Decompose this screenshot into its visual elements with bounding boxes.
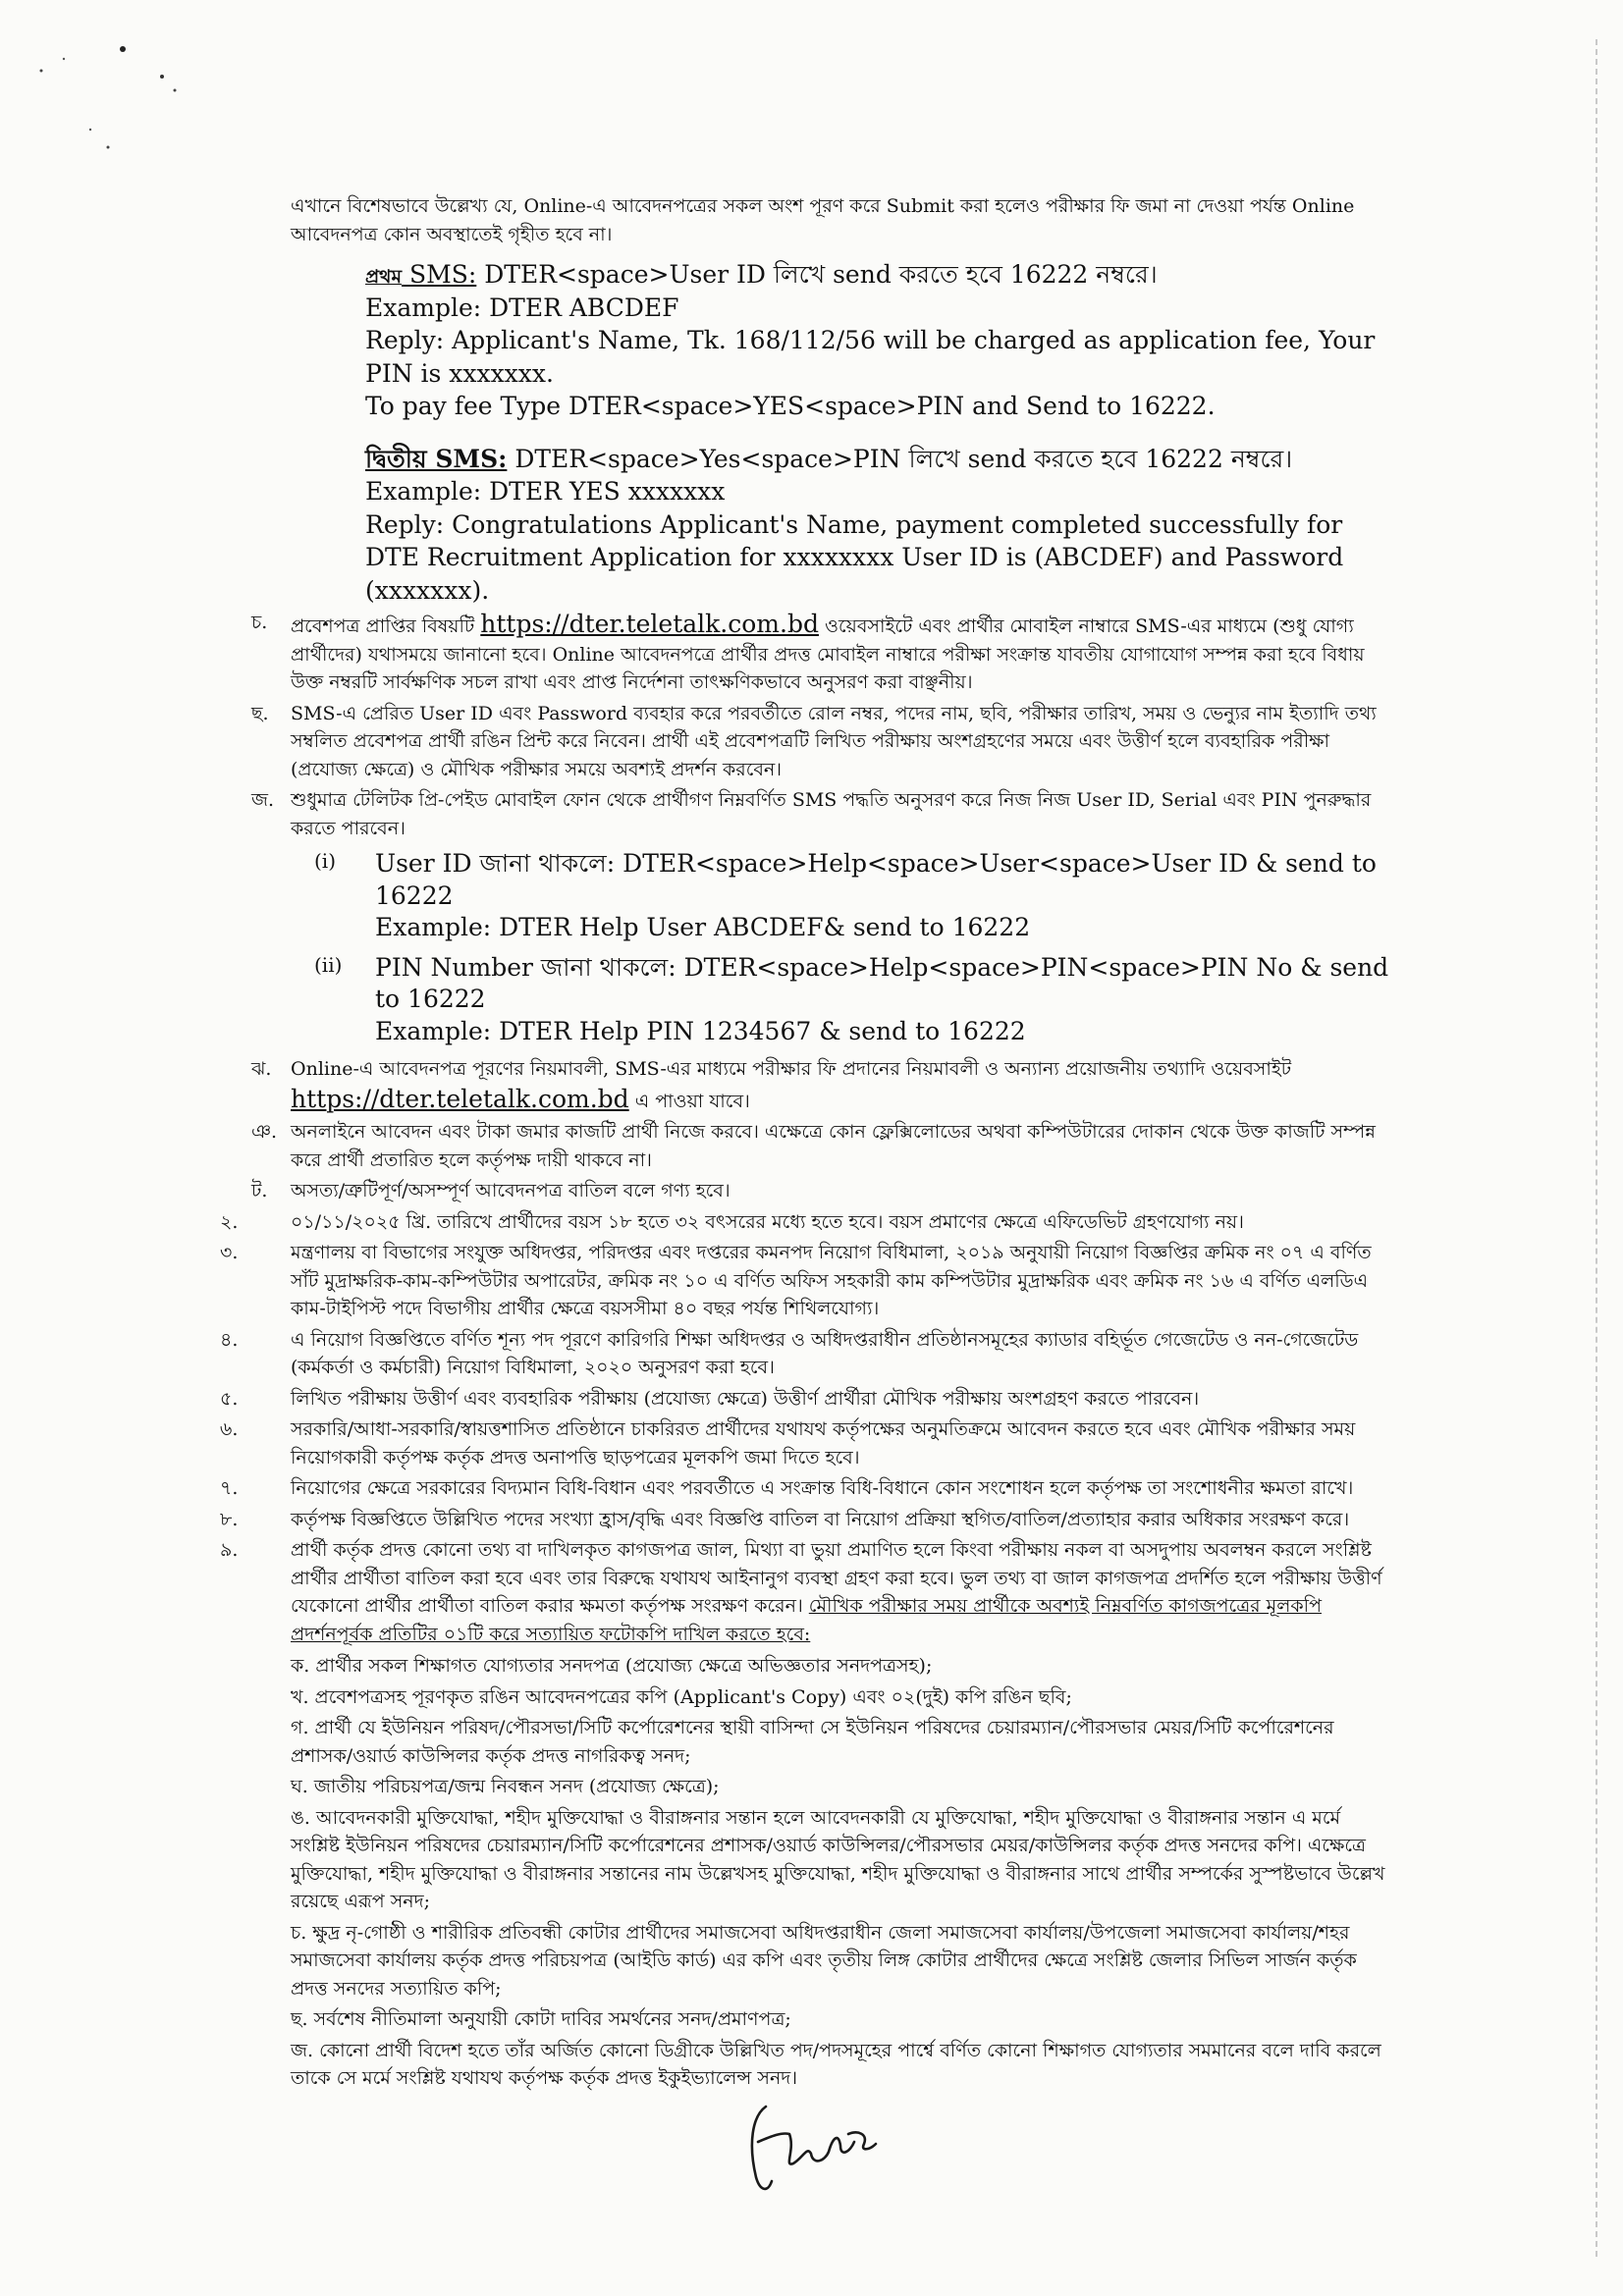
item-text: এ নিয়োগ বিজ্ঞপ্তিতে বর্ণিত শূন্য পদ পূরণে কারিগরি শিক্ষা অধিদপ্তর ও অধিদপ্তরাধীন প্রতিষ্ঠানসমূহের ক্যাডার বহির্ভূত গেজেটেড ও নন-গেজেটেড (কর্মকর্তা ও কর্মচারী) নিয়োগ বিধিমালা, ২০২০ অনুসরণ করা হবে। bbox=[291, 1328, 1359, 1378]
item-text: Online-এ আবেদনপত্র পূরণের নিয়মাবলী, SMS-এর মাধ্যমে পরীক্ষার ফি প্রদানের নিয়মাবলী ও অন্যান্য প্রয়োজনীয় তথ্যাদি ওয়েবসাইট bbox=[291, 1058, 1292, 1080]
numbered-item-9 bbox=[220, 1536, 1390, 1648]
document-item: চ. ক্ষুদ্র নৃ-গোষ্ঠী ও শারীরিক প্রতিবন্ধী কোটার প্রার্থীদের সমাজসেবা অধিদপ্তরাধীন জেলা সমাজসেবা কার্যালয়/উপজেলা সমাজসেবা কার্যালয়/শহর সমাজসেবা কার্যালয় কর্তৃক প্রদত্ত পরিচয়পত্র (আইডি কার্ড) এর কপি এবং তৃতীয় লিঙ্গ কোটার প্রার্থীদের ক্ষেত্রে সংশ্লিষ্ট জেলার সিভিল সার্জন কর্তৃক প্রদত্ত সনদের সত্যায়িত কপি; bbox=[291, 1921, 1357, 2000]
item-text: ০১/১১/২০২৫ খ্রি. তারিখে প্রার্থীদের বয়স ১৮ হতে ৩২ বৎসরের মধ্যে হতে হবে। বয়স প্রমাণের ক্ষেত্রে এফিডেভিট গ্রহণযোগ্য নয়। bbox=[291, 1210, 1244, 1233]
sms-second-label: দ্বিতীয় SMS: bbox=[365, 444, 508, 473]
sms-first-label-suffix: SMS: bbox=[402, 260, 477, 289]
recovery-user-id bbox=[314, 848, 1390, 944]
sms-first-reply: Reply: Applicant's Name, Tk. 168/112/56 will be charged as application fee, Your PIN is xxxxxxx. bbox=[365, 326, 1376, 388]
item-text: প্রার্থী কর্তৃক প্রদত্ত কোনো তথ্য বা দাখিলকৃত কাগজপত্র জাল, মিথ্যা বা ভুয়া প্রমাণিত হলে কিংবা পরীক্ষায় নকল বা অসদুপায় অবলম্বন করলে সংশ্লিষ্ট প্রার্থীর প্রার্থীতা বাতিল করা হবে এবং তার বিরুদ্ধে যথাযথ আইনানুগ ব্যবস্থা গ্রহণ করা হবে। ভুল তথ্য বা জাল কাগজপত্র প্রদর্শিত হলে পরীক্ষায় উত্তীর্ণ যেকোনো প্রার্থীর প্রার্থীতা বাতিল করার ক্ষমতা কর্তৃপক্ষ সংরক্ষণ করেন। bbox=[291, 1539, 1382, 1617]
notice-body bbox=[220, 192, 1390, 2096]
intro-paragraph: এখানে বিশেষভাবে উল্লেখ্য যে, Online-এ আবেদনপত্রের সকল অংশ পূরণ করে Submit করা হলেও পরীক্ষার ফি জমা না দেওয়া পর্যন্ত Online আবেদনপত্র কোন অবস্থাতেই গৃহীত হবে না। bbox=[291, 195, 1355, 245]
scan-edge-line bbox=[1596, 39, 1597, 2257]
number-marker: ৭. bbox=[220, 1477, 239, 1499]
list-marker: চ. bbox=[251, 612, 268, 633]
sub-example: Example: DTER Help User ABCDEF& send to 16222 bbox=[375, 913, 1031, 941]
document-item: জ. কোনো প্রার্থী বিদেশ হতে তাঁর অর্জিত কোনো ডিগ্রীকে উল্লিখিত পদ/পদসমূহের পার্শ্বে বর্ণিত কোনো শিক্ষাগত যোগ্যতার সমমানের বলে দাবি করলে তাকে সে মর্মে সংশ্লিষ্ট যথাযথ কর্তৃপক্ষ কর্তৃক প্রদত্ত ইকুইভ্যালেন্স সনদ। bbox=[291, 2039, 1381, 2089]
sub-example: Example: DTER Help PIN 1234567 & send to 16222 bbox=[375, 1016, 1026, 1045]
required-documents-list bbox=[291, 1652, 1390, 2093]
numbered-item-5 bbox=[220, 1385, 1390, 1414]
list-marker: ঞ. bbox=[251, 1121, 278, 1143]
sms-first-topay: To pay fee Type DTER<space>YES<space>PIN and Send to 16222. bbox=[365, 392, 1216, 420]
item-text: কর্তৃপক্ষ বিজ্ঞপ্তিতে উল্লিখিত পদের সংখ্যা হ্রাস/বৃদ্ধি এবং বিজ্ঞপ্তি বাতিল বা নিয়োগ প্রক্রিয়া স্থগিত/বাতিল/প্রত্যাহার করার অধিকার সংরক্ষণ করে। bbox=[291, 1508, 1350, 1530]
numbered-item-4 bbox=[220, 1326, 1390, 1382]
sms-first-instruction: DTER<space>User ID লিখে send করতে হবে 16222 নম্বরে। bbox=[476, 260, 1158, 289]
item-text: অসত্য/ত্রুটিপূর্ণ/অসম্পূর্ণ আবেদনপত্র বাতিল বলে গণ্য হবে। bbox=[291, 1180, 730, 1201]
item-text: নিয়োগের ক্ষেত্রে সরকারের বিদ্যমান বিধি-বিধান এবং পরবর্তীতে এ সংক্রান্ত বিধি-বিধানে কোন সংশোধন হলে কর্তৃপক্ষ তা সংশোধনীর ক্ষমতা রাখে। bbox=[291, 1477, 1354, 1499]
item-text: ওয়েবসাইটে এবং প্রার্থীর মোবাইল নাম্বারে SMS-এর মাধ্যমে (শুধু যোগ্য প্রার্থীদের) যথাসময়ে জানানো হবে। Online আবেদনপত্রে প্রার্থীর প্রদত্ত মোবাইল নাম্বারে পরীক্ষা সংক্রান্ত যাবতীয় যোগাযোগ সম্পন্ন করা হবে বিধায় উক্ত নম্বরটি সার্বক্ষণিক সচল রাখা এবং প্রাপ্ত নির্দেশনা তাৎক্ষণিকভাবে অনুসরণ করা বাঞ্ছনীয়। bbox=[291, 615, 1365, 693]
number-marker: ২. bbox=[220, 1210, 239, 1233]
numbered-item-3 bbox=[220, 1239, 1390, 1323]
sms-second-block bbox=[365, 443, 1390, 608]
sub-line: User ID জানা থাকলে: DTER<space>Help<space>User<space>User ID & send to 16222 bbox=[375, 849, 1377, 910]
sms-first-block bbox=[365, 258, 1390, 423]
sub-line: PIN Number জানা থাকলে: DTER<space>Help<space>PIN<space>PIN No & send to 16222 bbox=[375, 952, 1389, 1013]
sms-second-reply: Reply: Congratulations Applicant's Name, payment completed successfully for DTE Recruitment Application for xxxxxxxx User ID is (ABCDEF) and Password (xxxxxxx). bbox=[365, 509, 1344, 605]
sms-first-line bbox=[365, 258, 1390, 292]
website-link[interactable]: https://dter.teletalk.com.bd bbox=[291, 1084, 629, 1113]
document-item: ছ. সর্বশেষ নীতিমালা অনুযায়ী কোটা দাবির সমর্থনের সনদ/প্রমাণপত্র; bbox=[291, 2008, 791, 2030]
sms-second-example: Example: DTER YES xxxxxxx bbox=[365, 477, 726, 506]
list-marker: ট. bbox=[251, 1180, 268, 1201]
item-text: প্রবেশপত্র প্রাপ্তির বিষয়টি bbox=[291, 615, 481, 637]
item-text-underlined: মৌখিক পরীক্ষার সময় প্রার্থীকে অবশ্যই নিম্নবর্ণিত কাগজপত্রের মূলকপি প্রদর্শনপূর্বক প্রতিটির ০১টি করে সত্যায়িত ফটোকপি দাখিল করতে হবে: bbox=[291, 1595, 1322, 1645]
list-item-jha bbox=[251, 1055, 1390, 1115]
list-item-ja bbox=[251, 786, 1390, 1047]
website-link[interactable]: https://dter.teletalk.com.bd bbox=[480, 610, 819, 638]
numbered-item-8 bbox=[220, 1506, 1390, 1534]
sub-marker: (ii) bbox=[314, 952, 343, 977]
number-marker: ৪. bbox=[220, 1328, 239, 1351]
number-marker: ৬. bbox=[220, 1418, 239, 1440]
sub-marker: (i) bbox=[314, 849, 337, 873]
number-marker: ৩. bbox=[220, 1242, 239, 1263]
item-text: মন্ত্রণালয় বা বিভাগের সংযুক্ত অধিদপ্তর, পরিদপ্তর এবং দপ্তরের কমনপদ নিয়োগ বিধিমালা, ২০১৯ অনুযায়ী নিয়োগ বিজ্ঞপ্তির ক্রমিক নং ০৭ এ বর্ণিত সাঁট মুদ্রাক্ষরিক-কাম-কম্পিউটার অপারেটর, ক্রমিক নং ১০ এ বর্ণিত অফিস সহকারী কাম কম্পিউটার মুদ্রাক্ষরিক এবং ক্রমিক নং ১৬ এ বর্ণিত এলডিএ কাম-টাইপিস্ট পদে বিভাগীয় প্রার্থীর ক্ষেত্রে বয়সসীমা ৪০ বছর পর্যন্ত শিথিলযোগ্য। bbox=[291, 1242, 1372, 1319]
document-item: খ. প্রবেশপত্রসহ পূরণকৃত রঙিন আবেদনপত্রের কপি (Applicant's Copy) এবং ০২(দুই) কপি রঙিন ছবি; bbox=[291, 1685, 1072, 1708]
document-item: ক. প্রার্থীর সকল শিক্ষাগত যোগ্যতার সনদপত্র (প্রযোজ্য ক্ষেত্রে অভিজ্ঞতার সনদপত্রসহ); bbox=[291, 1655, 933, 1677]
item-text: শুধুমাত্র টেলিটক প্রি-পেইড মোবাইল ফোন থেকে প্রার্থীগণ নিম্নবর্ণিত SMS পদ্ধতি অনুসরণ করে নিজ নিজ User ID, Serial এবং PIN পুনরুদ্ধার করতে পারবেন। bbox=[291, 789, 1372, 839]
recovery-pin bbox=[314, 952, 1390, 1048]
scan-specks bbox=[0, 0, 196, 167]
list-marker: ছ. bbox=[251, 702, 269, 724]
list-item-chha bbox=[251, 700, 1390, 784]
list-item-cha bbox=[251, 609, 1390, 697]
sms-first-example: Example: DTER ABCDEF bbox=[365, 293, 679, 322]
numbered-item-7 bbox=[220, 1474, 1390, 1503]
list-item-ta bbox=[251, 1177, 1390, 1205]
sms-second-instruction: DTER<space>Yes<space>PIN লিখে send করতে হবে 16222 নম্বরে। bbox=[507, 444, 1293, 473]
number-marker: ৫. bbox=[220, 1387, 239, 1410]
item-text: এ পাওয়া যাবে। bbox=[628, 1090, 750, 1112]
document-item: গ. প্রার্থী যে ইউনিয়ন পরিষদ/পৌরসভা/সিটি কর্পোরেশনের স্থায়ী বাসিন্দা সে ইউনিয়ন পরিষদের চেয়ারম্যান/পৌরসভার মেয়র/সিটি কর্পোরেশনের প্রশাসক/ওয়ার্ড কাউন্সিলর কর্তৃক প্রদত্ত নাগরিকত্ব সনদ; bbox=[291, 1717, 1334, 1767]
list-marker: জ. bbox=[251, 789, 275, 811]
numbered-item-2 bbox=[220, 1208, 1390, 1237]
sms-second-line bbox=[365, 443, 1390, 476]
item-text: SMS-এ প্রেরিত User ID এবং Password ব্যবহার করে পরবর্তীতে রোল নম্বর, পদের নাম, ছবি, পরীক্ষার তারিখ, সময় ও ভেন্যুর নাম ইত্যাদি তথ্য সম্বলিত প্রবেশপত্র প্রার্থী রঙিন প্রিন্ট করে নিবেন। প্রার্থী এই প্রবেশপত্রটি লিখিত পরীক্ষায় অংশগ্রহণের সময়ে এবং উত্তীর্ণ হলে ব্যবহারিক পরীক্ষা (প্রযোজ্য ক্ষেত্রে) ও মৌখিক পরীক্ষার সময়ে অবশ্যই প্রদর্শন করবেন। bbox=[291, 702, 1377, 780]
list-marker: ঝ. bbox=[251, 1058, 272, 1080]
handwritten-signature bbox=[738, 2093, 886, 2201]
list-item-nya bbox=[251, 1118, 1390, 1174]
item-text: লিখিত পরীক্ষায় উত্তীর্ণ এবং ব্যবহারিক পরীক্ষায় (প্রযোজ্য ক্ষেত্রে) উত্তীর্ণ প্রার্থীরা মৌখিক পরীক্ষায় অংশগ্রহণ করতে পারবেন। bbox=[291, 1387, 1200, 1410]
item-text: অনলাইনে আবেদন এবং টাকা জমার কাজটি প্রার্থী নিজে করবে। এক্ষেত্রে কোন ফ্লেক্সিলোডের অথবা কম্পিউটারের দোকান থেকে উক্ত কাজটি সম্পন্ন করে প্রার্থী প্রতারিত হলে কর্তৃপক্ষ দায়ী থাকবে না। bbox=[291, 1121, 1376, 1171]
document-item: ঙ. আবেদনকারী মুক্তিযোদ্ধা, শহীদ মুক্তিযোদ্ধা ও বীরাঙ্গনার সন্তান হলে আবেদনকারী যে মুক্তিযোদ্ধা, শহীদ মুক্তিযোদ্ধা ও বীরাঙ্গনার সন্তান এ মর্মে সংশ্লিষ্ট ইউনিয়ন পরিষদের চেয়ারম্যান/সিটি কর্পোরেশনের প্রশাসক/ওয়ার্ড কাউন্সিলর/পৌরসভার মেয়র/কাউন্সিলর কর্তৃক প্রদত্ত সনদের কপি। এক্ষেত্রে মুক্তিযোদ্ধা, শহীদ মুক্তিযোদ্ধা ও বীরাঙ্গনার সন্তানের নাম উল্লেখসহ মুক্তিযোদ্ধা, শহীদ মুক্তিযোদ্ধা ও বীরাঙ্গনার সাথে প্রার্থীর সম্পর্কের সুস্পষ্টভাবে উল্লেখ রয়েছে এরূপ সনদ; bbox=[291, 1806, 1385, 1912]
document-item: ঘ. জাতীয় পরিচয়পত্র/জন্ম নিবন্ধন সনদ (প্রযোজ্য ক্ষেত্রে); bbox=[291, 1776, 720, 1797]
numbered-item-6 bbox=[220, 1415, 1390, 1471]
number-marker: ৯. bbox=[220, 1539, 239, 1561]
number-marker: ৮. bbox=[220, 1508, 239, 1530]
sms-first-label: প্রথম bbox=[365, 266, 403, 288]
item-text: সরকারি/আধা-সরকারি/স্বায়ত্তশাসিত প্রতিষ্ঠানে চাকরিরত প্রার্থীদের যথাযথ কর্তৃপক্ষের অনুমতিক্রমে আবেদন করতে হবে এবং মৌখিক পরীক্ষার সময় নিয়োগকারী কর্তৃপক্ষ কর্তৃক প্রদত্ত অনাপত্তি ছাড়পত্রের মূলকপি জমা দিতে হবে। bbox=[291, 1418, 1356, 1468]
